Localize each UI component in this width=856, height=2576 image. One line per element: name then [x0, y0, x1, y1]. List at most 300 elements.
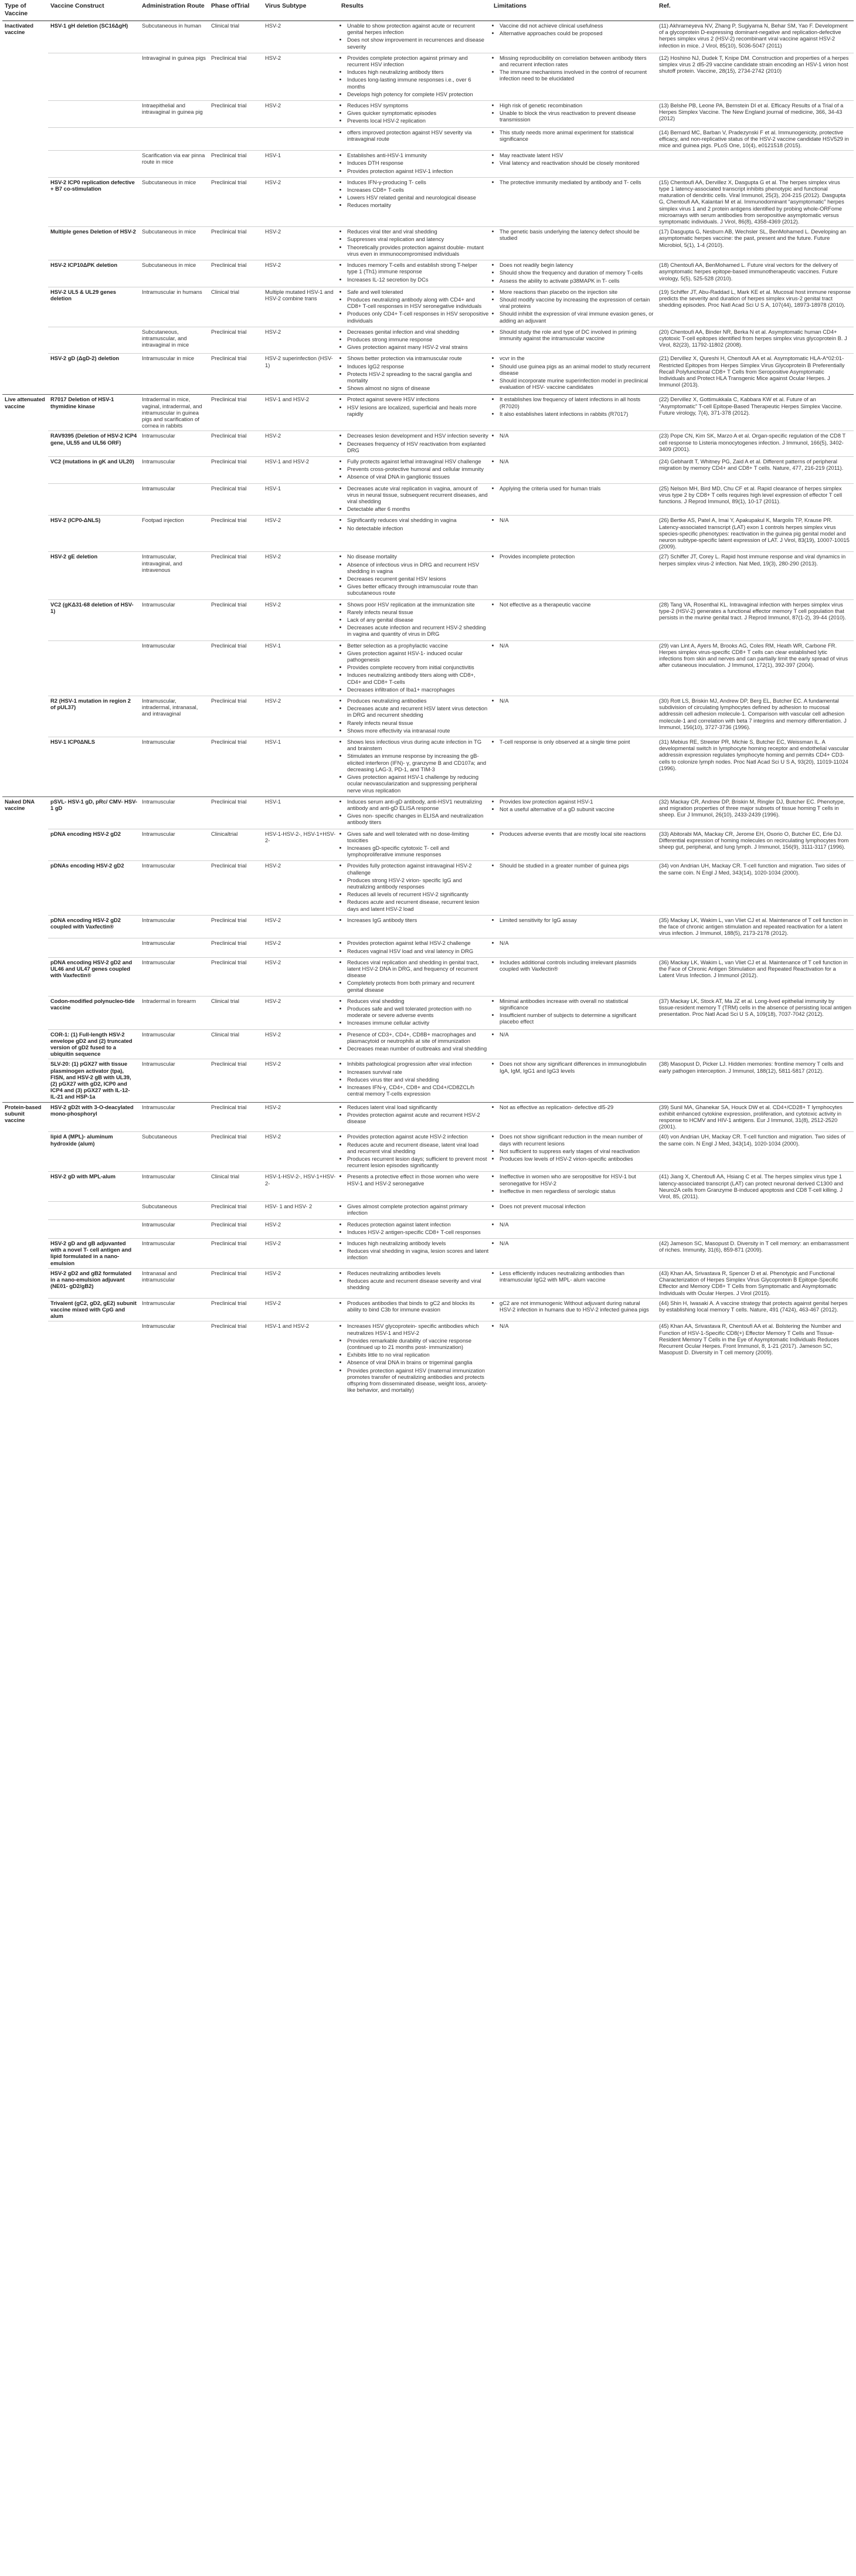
list-item: • N/A [500, 458, 654, 465]
cell-vaccine-construct [48, 127, 140, 151]
cell-vaccine-construct: SLV-20: (1) pGX27 with tissue plasminogen activator (tpa), FlSN, and HSV-2 gB with UL39, (2) pGX27 with gD2, ICP0 and ICP4 and (3) pGX27 with IL-12- IL-21 and HSP-1a [48, 1059, 140, 1102]
list-item: • Rarely infects neural tissue [347, 720, 489, 726]
cell-vaccine-construct: lipid A (MPL)- aluminum hydroxide (alum) [48, 1132, 140, 1172]
cell-results [339, 696, 491, 737]
cell-limitations [491, 696, 657, 737]
cell-phase-of-trial: Preclinical trial [209, 395, 263, 431]
list-item: • Provides incomplete protection [500, 553, 654, 560]
cell-results-list [341, 1203, 489, 1216]
cell-reference: (44) Shin H, Iwasaki A. A vaccine strategy that protects against genital herpes by establishing local memory T cells. Nature, 491 (7424), 463-467 (2012). [657, 1298, 854, 1321]
cell-limitations-list [494, 1173, 654, 1194]
table-row [2, 354, 854, 395]
cell-phase-of-trial: Preclinical trial [209, 327, 263, 354]
list-item: • vcvr in the [500, 355, 654, 361]
cell-results-list [341, 22, 489, 50]
cell-results-list [341, 1240, 489, 1261]
cell-vaccine-type [2, 1321, 48, 1397]
list-item: • Develops high potency for complete HSV protection [347, 91, 489, 97]
cell-phase-of-trial: Preclinical trial [209, 483, 263, 516]
list-item: • Decreases infiltration of Iba1+ macrophages [347, 686, 489, 693]
cell-limitations-list [494, 831, 654, 837]
cell-reference: (34) von Andrian UH, Mackay CR. T-cell function and migration. Two sides of the same coin. N Engl J Med, 343(14), 1020-1034 (2000). [657, 861, 854, 915]
cell-reference: (27) Schiffer JT, Corey L. Rapid host immune response and viral dynamics in herpes simplex virus-2 infection. Nat Med, 19(3), 280-290 (2013). [657, 552, 854, 599]
cell-administration-route: Intramuscular [140, 1219, 209, 1238]
list-item: • Decreases acute viral replication in vagina, amount of virus in neural tissue, subsequent recurrent diseases, and viral shedding [347, 485, 489, 505]
cell-results [339, 1029, 491, 1059]
cell-administration-route: Intramuscular [140, 640, 209, 696]
cell-results-list [341, 432, 489, 453]
cell-phase-of-trial: Preclinical trial [209, 1059, 263, 1102]
cell-vaccine-type [2, 938, 48, 957]
table-row [2, 552, 854, 599]
cell-limitations-list [494, 102, 654, 123]
cell-limitations-list [494, 998, 654, 1025]
cell-results [339, 21, 491, 53]
cell-vaccine-construct [48, 483, 140, 516]
list-item: • Reduces neutralizing antibodies levels [347, 1270, 489, 1276]
list-item: • Provides complete protection against primary and recurrent HSV infection [347, 55, 489, 67]
cell-limitations-list [494, 1221, 654, 1228]
cell-limitations [491, 996, 657, 1029]
list-item: • Stimulates an immune response by increasing the gB-elicited interferon (IFN)- γ, granzyme B and CD107a; and decreasing LAG-3, PD-1, and TIM-3 [347, 753, 489, 772]
cell-results-list [341, 862, 489, 911]
cell-vaccine-construct: pSVL- HSV-1 gD, pRc/ CMV- HSV-1 gD [48, 796, 140, 829]
cell-limitations [491, 1219, 657, 1238]
list-item: • Produces recurrent lesion days; sufficient to prevent most recurrent lesion episodes significantly [347, 1155, 489, 1168]
cell-reference: (43) Khan AA, Srivastava R, Spencer D et al. Phenotypic and Functional Characterization of Herpes Simplex Virus Glycoprotein B Epitope-Specific Effector and Memory CD8+ T Cells from Symptomatic and Asymptomatic Individuals with Ocular Herpes. J Virol (2015). [657, 1268, 854, 1298]
cell-results-list [341, 940, 489, 954]
cell-limitations-list [494, 289, 654, 324]
cell-results [339, 737, 491, 797]
cell-vaccine-construct: pDNA encoding HSV-2 gD2 coupled with Vaxfectin® [48, 915, 140, 938]
list-item: • Limited sensitivity for IgG assay [500, 917, 654, 923]
table-row [2, 1132, 854, 1172]
cell-results-list [341, 831, 489, 858]
cell-phase-of-trial: Preclinical trial [209, 1298, 263, 1321]
list-item: • Reduces protection against latent infection [347, 1221, 489, 1228]
cell-phase-of-trial: Preclinical trial [209, 354, 263, 395]
list-item: • Should study the role and type of DC involved in priming immunity against the intramuscular vaccine [500, 328, 654, 341]
cell-phase-of-trial: Preclinical trial [209, 957, 263, 996]
cell-vaccine-construct: HSV-2 gE deletion [48, 552, 140, 599]
list-item: • N/A [500, 1323, 654, 1329]
cell-limitations [491, 516, 657, 552]
list-item: • Minimal antibodies increase with overall no statistical significance [500, 998, 654, 1011]
table-row [2, 260, 854, 287]
table-row [2, 1172, 854, 1202]
cell-virus-subtype: HSV-2 [263, 227, 339, 260]
cell-vaccine-type [2, 957, 48, 996]
table-row [2, 915, 854, 938]
cell-vaccine-construct [48, 1219, 140, 1238]
cell-results [339, 1298, 491, 1321]
cell-virus-subtype: HSV-1 [263, 151, 339, 178]
cell-vaccine-type [2, 227, 48, 260]
cell-virus-subtype: HSV-2 [263, 327, 339, 354]
cell-virus-subtype: HSV-1 [263, 483, 339, 516]
cell-virus-subtype: HSV-1 [263, 737, 339, 797]
list-item: • Absence of infectious virus in DRG and recurrent HSV shedding in vagina [347, 561, 489, 574]
list-item: • Produces antibodies that binds to gC2 and blocks its ability to bind C3b for immune evasion [347, 1300, 489, 1313]
table-row [2, 431, 854, 457]
cell-results-list [341, 355, 489, 391]
cell-results [339, 796, 491, 829]
cell-limitations [491, 1102, 657, 1132]
cell-virus-subtype: HSV-2 [263, 696, 339, 737]
list-item: • Induces IFN-γ-producing T- cells [347, 179, 489, 185]
cell-limitations-list [494, 959, 654, 972]
cell-vaccine-type [2, 127, 48, 151]
list-item: • Induces DTH response [347, 160, 489, 166]
cell-limitations [491, 151, 657, 178]
list-item: • gC2 are not immunogenic Without adjuvant during natural HSV-2 infection in humans due to HSV-2 infected guinea pigs [500, 1300, 654, 1313]
cell-phase-of-trial: Preclinical trial [209, 1268, 263, 1298]
list-item: • Decreases acute and recurrent HSV latent virus detection in DRG and recurrent shedding [347, 705, 489, 718]
cell-administration-route: Intradermal in forearm [140, 996, 209, 1029]
table-row [2, 151, 854, 178]
cell-limitations [491, 829, 657, 861]
list-item: • Reduces vaginal HSV load and viral latency in DRG [347, 948, 489, 954]
cell-limitations [491, 1321, 657, 1397]
cell-vaccine-construct: HSV-2 UL5 & UL29 genes deletion [48, 287, 140, 327]
cell-vaccine-type [2, 1202, 48, 1219]
cell-phase-of-trial: Preclinical trial [209, 915, 263, 938]
cell-vaccine-construct: RAV9395 (Deletion of HSV-2 ICP4 gene, UL55 and UL56 ORF) [48, 431, 140, 457]
cell-results [339, 829, 491, 861]
cell-limitations [491, 1132, 657, 1172]
table-row [2, 861, 854, 915]
cell-phase-of-trial: Preclinical trial [209, 1202, 263, 1219]
cell-vaccine-construct: COR-1: (1) Full-length HSV-2 envelope gD2 and (2) truncated version of gD2 fused to a ubiquitin sequence [48, 1029, 140, 1059]
cell-limitations-list [494, 553, 654, 560]
cell-administration-route: Intraepithelial and intravaginal in guinea pig [140, 101, 209, 128]
cell-vaccine-type [2, 456, 48, 483]
cell-vaccine-construct: HSV-2 gD (ΔgD-2) deletion [48, 354, 140, 395]
header-reference: Ref. [657, 0, 854, 21]
cell-results [339, 516, 491, 552]
cell-limitations-list [494, 1133, 654, 1162]
list-item: • Protect against severe HSV infections [347, 396, 489, 402]
table-row [2, 327, 854, 354]
cell-vaccine-construct [48, 151, 140, 178]
list-item: • Provides complete recovery from initial conjunctivitis [347, 664, 489, 670]
cell-virus-subtype: HSV-1 and HSV-2 [263, 1321, 339, 1397]
list-item: • Shows almost no signs of disease [347, 385, 489, 391]
cell-results-list [341, 1221, 489, 1235]
cell-vaccine-type [2, 737, 48, 797]
list-item: • Reduces viral shedding in vagina, lesion scores and latent infection [347, 1248, 489, 1260]
list-item: • N/A [500, 517, 654, 523]
cell-phase-of-trial: Clinical trial [209, 287, 263, 327]
cell-reference: (20) Chentoufi AA, Binder NR, Berka N et al. Asymptomatic human CD4+ cytotoxic T-cell epitopes identified from herpes simplex virus glycoprotein B. J Virol, 82(23), 11792-11802 (2008). [657, 327, 854, 354]
table-row [2, 1239, 854, 1269]
cell-results-list [341, 396, 489, 417]
cell-administration-route: Intranasal and intramuscular [140, 1268, 209, 1298]
cell-vaccine-construct: Codon-modified polynucleo-tide vaccine [48, 996, 140, 1029]
cell-administration-route: Intramuscular [140, 1029, 209, 1059]
cell-virus-subtype: HSV-2 [263, 938, 339, 957]
cell-results-list [341, 262, 489, 283]
cell-reference: (26) Bertke AS, Patel A, Imai Y, Apakupakul K, Margolis TP, Krause PR. Latency-associated transcript (LAT) exon 1 controls herpes simplex virus species-specific phenotypes: reactivation in the guinea pig genital model and neuron subtype-specific latent expression of LAT. J Virol, 83(19), 10007-10015 (2009). [657, 516, 854, 552]
list-item: • Induces HSV-2 antigen-specific CD8+ T-cell responses [347, 1229, 489, 1235]
cell-phase-of-trial: Preclinical trial [209, 737, 263, 797]
cell-administration-route: Intramuscular [140, 938, 209, 957]
cell-limitations-list [494, 152, 654, 166]
cell-results-list [341, 1104, 489, 1125]
table-row [2, 483, 854, 516]
cell-limitations [491, 483, 657, 516]
list-item: • Increases CD8+ T-cells [347, 187, 489, 193]
cell-results [339, 1321, 491, 1397]
list-item: • Insufficient number of subjects to determine a significant placebo effect [500, 1012, 654, 1025]
cell-administration-route: Intramuscular [140, 1321, 209, 1397]
cell-results-list [341, 642, 489, 693]
list-item: • Provides low protection against HSV-1 [500, 798, 654, 805]
cell-limitations-list [494, 396, 654, 417]
list-item: • Gives safe and well tolerated with no dose-limiting toxicities [347, 831, 489, 843]
cell-phase-of-trial: Preclinical trial [209, 101, 263, 128]
cell-vaccine-construct: HSV-2 ICP10ΔPK deletion [48, 260, 140, 287]
cell-administration-route: Scarification via ear pinna route in mice [140, 151, 209, 178]
cell-vaccine-type [2, 431, 48, 457]
cell-reference: (35) Mackay LK, Wakim L, van Vliet CJ et al. Maintenance of T cell function in the face of chronic antigen stimulation and repeated reactivation for a latent virus infection. J Immunol, 188(5), 2173-2178 (2012). [657, 915, 854, 938]
header-limitations: Limitations [491, 0, 657, 21]
cell-limitations-list [494, 355, 654, 390]
cell-vaccine-type [2, 1268, 48, 1298]
cell-limitations [491, 737, 657, 797]
cell-vaccine-construct: HSV-2 gD with MPL-alum [48, 1172, 140, 1202]
cell-results-list [341, 55, 489, 97]
cell-administration-route: Intramuscular, intradermal, intranasal, and intravaginal [140, 696, 209, 737]
cell-limitations [491, 552, 657, 599]
cell-results-list [341, 1173, 489, 1186]
cell-results-list [341, 1300, 489, 1313]
cell-administration-route: Footpad injection [140, 516, 209, 552]
list-item: • Shows better protection via intramuscular route [347, 355, 489, 361]
table-row [2, 1059, 854, 1102]
list-item: • Absence of viral DNA in ganglionic tissues [347, 473, 489, 480]
list-item: • Inhibits pathological progression after viral infection [347, 1060, 489, 1067]
list-item: • Does not readily begin latency [500, 262, 654, 268]
list-item: • Provides protection against lethal HSV-2 challenge [347, 940, 489, 946]
cell-results [339, 354, 491, 395]
cell-reference: (45) Khan AA, Srivastava R, Chentoufi AA et al. Bolstering the Number and Function of HSV-1-Specific CD8(+) Effector Memory T Cells and Tissue-Resident Memory T Cells in the Eye of Asymptomatic Individuals Reduces Recurrent Ocular Herpes. Front Immunol, 8, 1-21 (2017). Jameson SC, Masopust D. Diversity in T cell memory (2009). [657, 1321, 854, 1397]
list-item: • Does not show improvement in recurrences and disease severity [347, 36, 489, 49]
table-row [2, 127, 854, 151]
cell-results [339, 1219, 491, 1238]
cell-results-list [341, 1133, 489, 1168]
table-row [2, 1298, 854, 1321]
list-item: • Unable to block the virus reactivation to prevent disease transmission [500, 110, 654, 123]
cell-vaccine-type [2, 516, 48, 552]
cell-limitations [491, 431, 657, 457]
cell-limitations [491, 354, 657, 395]
list-item: • Shows less infectious virus during acute infection in TG and brainstem [347, 738, 489, 751]
list-item: • Should show the frequency and duration of memory T-cells [500, 269, 654, 276]
list-item: • Not as effective as replication- defective dl5-29 [500, 1104, 654, 1110]
list-item: • offers improved protection against HSV severity via intravaginal route [347, 129, 489, 142]
list-item: • Ineffective in women who are seropositive for HSV-1 but seronegative for HSV-2 [500, 1173, 654, 1186]
cell-limitations [491, 127, 657, 151]
header-administration-route: Administration Route [140, 0, 209, 21]
cell-phase-of-trial: Preclinical trial [209, 1102, 263, 1132]
list-item: • Gives quicker symptomatic episodes [347, 110, 489, 116]
cell-reference: (17) Dasgupta G, Nesburn AB, Wechsler SL, BenMohamed L. Developing an asymptomatic herpes vaccine: the past, present and the future. Future Microbiol, 5(1), 1-4 (2010). [657, 227, 854, 260]
cell-limitations [491, 957, 657, 996]
list-item: • Reduces mortality [347, 202, 489, 208]
cell-limitations [491, 327, 657, 354]
cell-reference: (28) Tang VA, Rosenthal KL. Intravaginal infection with herpes simplex virus type-2 (HSV-2) generates a functional effector memory T cell population that persists in the murine genital tract. J Reprod Immunol, 87(1-2), 39-44 (2010). [657, 599, 854, 640]
list-item: • Produces only CD4+ T-cell responses in HSV seropositive individuals [347, 310, 489, 323]
cell-vaccine-type [2, 1029, 48, 1059]
cell-virus-subtype: HSV-1 and HSV-2 [263, 395, 339, 431]
list-item: • Significantly reduces viral shedding in vagina [347, 517, 489, 523]
cell-virus-subtype: HSV-2 [263, 996, 339, 1029]
header-phase-of-trial: Phase ofTrial [209, 0, 263, 21]
list-item: • Produces strong HSV-2 virion- specific IgG and neutralizing antibody responses [347, 877, 489, 890]
list-item: • Provides fully protection against intravaginal HSV-2 challenge [347, 862, 489, 875]
list-item: • Increases gD-specific cytotoxic T- cell and lymphoproliferative immune responses [347, 845, 489, 857]
table-row [2, 599, 854, 640]
cell-reference: (18) Chentoufi AA, BenMohamed L. Future viral vectors for the delivery of asymptomatic herpes epitope-based immunotherapeutic vaccines. Future virology, 5(5), 525-528 (2010). [657, 260, 854, 287]
table-header-row [2, 0, 854, 21]
list-item: • Absence of viral DNA in brains or trigeminal ganglia [347, 1359, 489, 1365]
list-item: • High risk of genetic recombination [500, 102, 654, 109]
cell-limitations-list [494, 917, 654, 923]
list-item: • Induces memory T-cells and establish strong T-helper type 1 (Th1) immune response [347, 262, 489, 274]
cell-phase-of-trial: Preclinical trial [209, 552, 263, 599]
list-item: • T-cell response is only observed at a single time point [500, 738, 654, 745]
list-item: • Induces high neutralizing antibody levels [347, 1240, 489, 1246]
cell-phase-of-trial: Preclinical trial [209, 177, 263, 226]
cell-vaccine-construct [48, 101, 140, 128]
cell-limitations-list [494, 738, 654, 745]
table-row [2, 796, 854, 829]
list-item: • Decreases mean number of outbreaks and viral shedding [347, 1045, 489, 1052]
cell-results-list [341, 102, 489, 124]
list-item: • Reduces viral titer and viral shedding [347, 228, 489, 235]
list-item: • Increases IL-12 secretion by DCs [347, 276, 489, 283]
list-item: • Produces low levels of HSV-2 virion-specific antibodies [500, 1155, 654, 1162]
cell-virus-subtype: HSV-2 [263, 21, 339, 53]
list-item: • Not sufficient to suppress early stages of viral reactivation [500, 1148, 654, 1154]
cell-results [339, 1059, 491, 1102]
list-item: • Provides protection against acute HSV-2 infection [347, 1133, 489, 1140]
cell-results [339, 483, 491, 516]
cell-phase-of-trial: Preclinical trial [209, 1132, 263, 1172]
cell-results-list [341, 738, 489, 794]
cell-administration-route: Subcutaneous in mice [140, 177, 209, 226]
list-item: • Protects HSV-2 spreading to the sacral ganglia and mortality [347, 371, 489, 384]
cell-vaccine-type [2, 327, 48, 354]
cell-reference [657, 1219, 854, 1238]
cell-vaccine-type [2, 53, 48, 100]
cell-results [339, 151, 491, 178]
header-virus-subtype: Virus Subtype [263, 0, 339, 21]
cell-phase-of-trial: Preclinical trial [209, 456, 263, 483]
list-item: • Assess the ability to activate p38MAPK in T- cells [500, 277, 654, 284]
cell-reference: (33) Abitorabi MA, Mackay CR, Jerome EH, Osorio O, Butcher EC, Erle DJ. Differential expression of homing molecules on recirculating lymphocytes from sheep gut, peripheral, and lung lymph. J Immunol, 156(9), 3111-3117 (1996). [657, 829, 854, 861]
list-item: • The genetic basis underlying the latency defect should be studied [500, 228, 654, 241]
cell-administration-route: Intramuscular [140, 829, 209, 861]
list-item: • Does not show any significant differences in immunoglobulin IgA, IgM, IgG1 and IgG3 levels [500, 1060, 654, 1073]
cell-virus-subtype: HSV-2 [263, 915, 339, 938]
cell-virus-subtype: Multiple mutated HSV-1 and HSV-2 combine trans [263, 287, 339, 327]
cell-vaccine-construct: VC2 (gKΔ31-68 deletion of HSV-1) [48, 599, 140, 640]
cell-limitations-list [494, 262, 654, 284]
list-item: • Presence of CD3+, CD4+, CD8B+ macrophages and plasmacytoid or neutrophils at site of immunization [347, 1031, 489, 1044]
list-item: • HSV lesions are localized, superficial and heals more rapidly [347, 404, 489, 417]
cell-vaccine-type [2, 287, 48, 327]
list-item: • N/A [500, 1221, 654, 1228]
table-row [2, 21, 854, 53]
list-item: • N/A [500, 697, 654, 704]
cell-limitations [491, 1172, 657, 1202]
cell-administration-route: Intramuscular [140, 431, 209, 457]
header-vaccine-construct: Vaccine Construct [48, 0, 140, 21]
list-item: • Induces neutralizing antibody titers along with CD8+, CD4+ and CD8+ T-cells [347, 672, 489, 684]
list-item: • Establishes anti-HSV-1 immunity [347, 152, 489, 158]
cell-virus-subtype: HSV-2 [263, 861, 339, 915]
cell-vaccine-type [2, 1298, 48, 1321]
cell-results [339, 552, 491, 599]
table-row [2, 737, 854, 797]
cell-administration-route: Subcutaneous, intramuscular, and intravaginal in mice [140, 327, 209, 354]
cell-reference: (13) Belshe PB, Leone PA, Bernstein DI et al. Efficacy Results of a Trial of a Herpes Simplex Vaccine. The New England journal of medicine, 366, 34-43 (2012) [657, 101, 854, 128]
list-item: • Lack of any genital disease [347, 616, 489, 623]
cell-administration-route: Subcutaneous in human [140, 21, 209, 53]
list-item: • Provides remarkable durability of vaccine response (continued up to 21 months post- immunization) [347, 1337, 489, 1350]
cell-phase-of-trial: Preclinical trial [209, 1321, 263, 1397]
list-item: • Prevents local HSV-2 replication [347, 117, 489, 124]
cell-reference: (31) Mebius RE, Streeter PR, Michie S, Butcher EC, Weissman IL. A developmental switch in lymphocyte homing receptor and endothelial vascular addressin expression regulates lymphocyte homing and permits CD4+ CD3- cells to colonize lymph nodes. Proc Natl Acad Sci U S A, 93(20), 11019-11024 (1996). [657, 737, 854, 797]
list-item: • Reduces viral replication and shedding in genital tract, latent HSV-2 DNA in DRG, and frequency of recurrent disease [347, 959, 489, 979]
table-body [2, 21, 854, 1397]
cell-vaccine-construct: HSV-2 (ICP0-ΔNLS) [48, 516, 140, 552]
cell-results-list [341, 601, 489, 638]
cell-vaccine-type [2, 1132, 48, 1172]
table-row [2, 1321, 854, 1397]
list-item: • Reduces all levels of recurrent HSV-2 significantly [347, 891, 489, 897]
list-item: • Produces neutralizing antibodies [347, 697, 489, 704]
cell-results-list [341, 129, 489, 142]
cell-limitations-list [494, 55, 654, 82]
cell-results-list [341, 959, 489, 993]
cell-vaccine-type [2, 483, 48, 516]
cell-vaccine-type [2, 151, 48, 178]
cell-vaccine-construct: R2 (HSV-1 mutation in region 2 of pUL37) [48, 696, 140, 737]
table-row [2, 287, 854, 327]
table-row [2, 829, 854, 861]
cell-reference: (12) Hoshino NJ, Dudek T, Knipe DM. Construction and properties of a herpes simplex virus 2 dl5-29 vaccine candidate strain encoding an HSV-1 virion host shutoff protein. Vaccine, 28(15), 2734-2742 (2010) [657, 53, 854, 100]
cell-vaccine-construct: HSV-2 gD and gB adjuvanted with a novel T- cell antigen and lipid formulated in a nano-emulsion [48, 1239, 140, 1269]
cell-limitations-list [494, 601, 654, 608]
cell-limitations-list [494, 1323, 654, 1329]
cell-results-list [341, 1060, 489, 1097]
cell-reference: (32) Mackay CR, Andrew DP, Briskin M, Ringler DJ, Butcher EC. Phenotype, and migration properties of three major subsets of tissue homing T cells in sheep. Eur J Immunol, 26(10), 2433-2439 (1996). [657, 796, 854, 829]
cell-results-list [341, 458, 489, 480]
cell-limitations-list [494, 697, 654, 704]
list-item: • Better selection as a prophylactic vaccine [347, 642, 489, 649]
list-item: • The protective immunity mediated by antibody and T- cells [500, 179, 654, 185]
list-item: • Theoretically provides protection against double- mutant virus even in immunocompromised individuals [347, 244, 489, 257]
list-item: • Less efficiently induces neutralizing antibodies than intramuscular IgG2 with MPL- alum vaccine [500, 1270, 654, 1283]
cell-vaccine-construct [48, 327, 140, 354]
cell-vaccine-construct: HSV-1 gH deletion (SC16ΔgH) [48, 21, 140, 53]
cell-results-list [341, 485, 489, 513]
cell-virus-subtype: HSV-2 [263, 599, 339, 640]
list-item: • Safe and well tolerated [347, 289, 489, 295]
